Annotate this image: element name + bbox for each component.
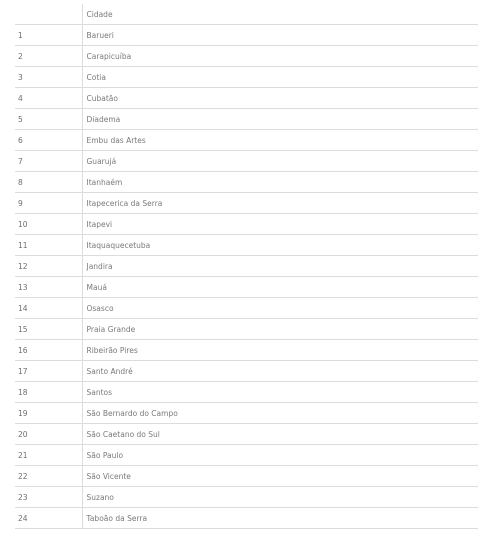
row-number: 14: [15, 298, 82, 319]
table-row: [15, 235, 478, 256]
table-row: [15, 88, 478, 109]
row-city: São Bernardo do Campo: [82, 403, 478, 424]
table-row: [15, 445, 478, 466]
table-row: [15, 256, 478, 277]
row-number: 20: [15, 424, 82, 445]
row-number: 24: [15, 508, 82, 529]
row-number: 17: [15, 361, 82, 382]
row-number: 19: [15, 403, 82, 424]
table-row: [15, 214, 478, 235]
table-row: [15, 361, 478, 382]
cities-table-container: [15, 4, 478, 529]
row-number: 11: [15, 235, 82, 256]
row-number: 3: [15, 67, 82, 88]
table-row: [15, 277, 478, 298]
row-city: São Vicente: [82, 466, 478, 487]
row-city: São Caetano do Sul: [82, 424, 478, 445]
row-city: Cotia: [82, 67, 478, 88]
table-row: [15, 25, 478, 46]
row-number: 18: [15, 382, 82, 403]
table-row: [15, 172, 478, 193]
row-city: Taboão da Serra: [82, 508, 478, 529]
table-row: [15, 508, 478, 529]
table-row: [15, 151, 478, 172]
table-header-row: [15, 4, 478, 25]
cities-table: [15, 4, 478, 529]
row-number: 9: [15, 193, 82, 214]
table-row: [15, 340, 478, 361]
row-city: Osasco: [82, 298, 478, 319]
row-number: 13: [15, 277, 82, 298]
row-city: Cubatão: [82, 88, 478, 109]
table-row: [15, 193, 478, 214]
row-city: Santos: [82, 382, 478, 403]
row-number: 15: [15, 319, 82, 340]
table-row: [15, 46, 478, 67]
row-city: Itanhaém: [82, 172, 478, 193]
row-city: Suzano: [82, 487, 478, 508]
row-city: Santo André: [82, 361, 478, 382]
header-number: [15, 4, 82, 25]
row-city: Embu das Artes: [82, 130, 478, 151]
row-city: São Paulo: [82, 445, 478, 466]
row-number: 8: [15, 172, 82, 193]
row-city: Itapecerica da Serra: [82, 193, 478, 214]
row-number: 6: [15, 130, 82, 151]
table-row: [15, 424, 478, 445]
row-city: Itaquaquecetuba: [82, 235, 478, 256]
table-row: [15, 109, 478, 130]
row-city: Praia Grande: [82, 319, 478, 340]
row-number: 10: [15, 214, 82, 235]
table-row: [15, 466, 478, 487]
row-number: 2: [15, 46, 82, 67]
row-city: Carapicuíba: [82, 46, 478, 67]
row-number: 21: [15, 445, 82, 466]
table-row: [15, 487, 478, 508]
table-row: [15, 403, 478, 424]
row-number: 12: [15, 256, 82, 277]
row-city: Ribeirão Pires: [82, 340, 478, 361]
row-city: Jandira: [82, 256, 478, 277]
header-city: Cidade: [82, 4, 478, 25]
row-number: 16: [15, 340, 82, 361]
table-row: [15, 298, 478, 319]
table-body: [15, 25, 478, 529]
table-row: [15, 130, 478, 151]
row-city: Mauá: [82, 277, 478, 298]
row-city: Guarujá: [82, 151, 478, 172]
row-number: 22: [15, 466, 82, 487]
row-number: 5: [15, 109, 82, 130]
table-row: [15, 67, 478, 88]
table-row: [15, 319, 478, 340]
row-number: 4: [15, 88, 82, 109]
row-number: 23: [15, 487, 82, 508]
row-city: Diadema: [82, 109, 478, 130]
row-city: Barueri: [82, 25, 478, 46]
table-row: [15, 382, 478, 403]
row-number: 7: [15, 151, 82, 172]
row-number: 1: [15, 25, 82, 46]
row-city: Itapevi: [82, 214, 478, 235]
